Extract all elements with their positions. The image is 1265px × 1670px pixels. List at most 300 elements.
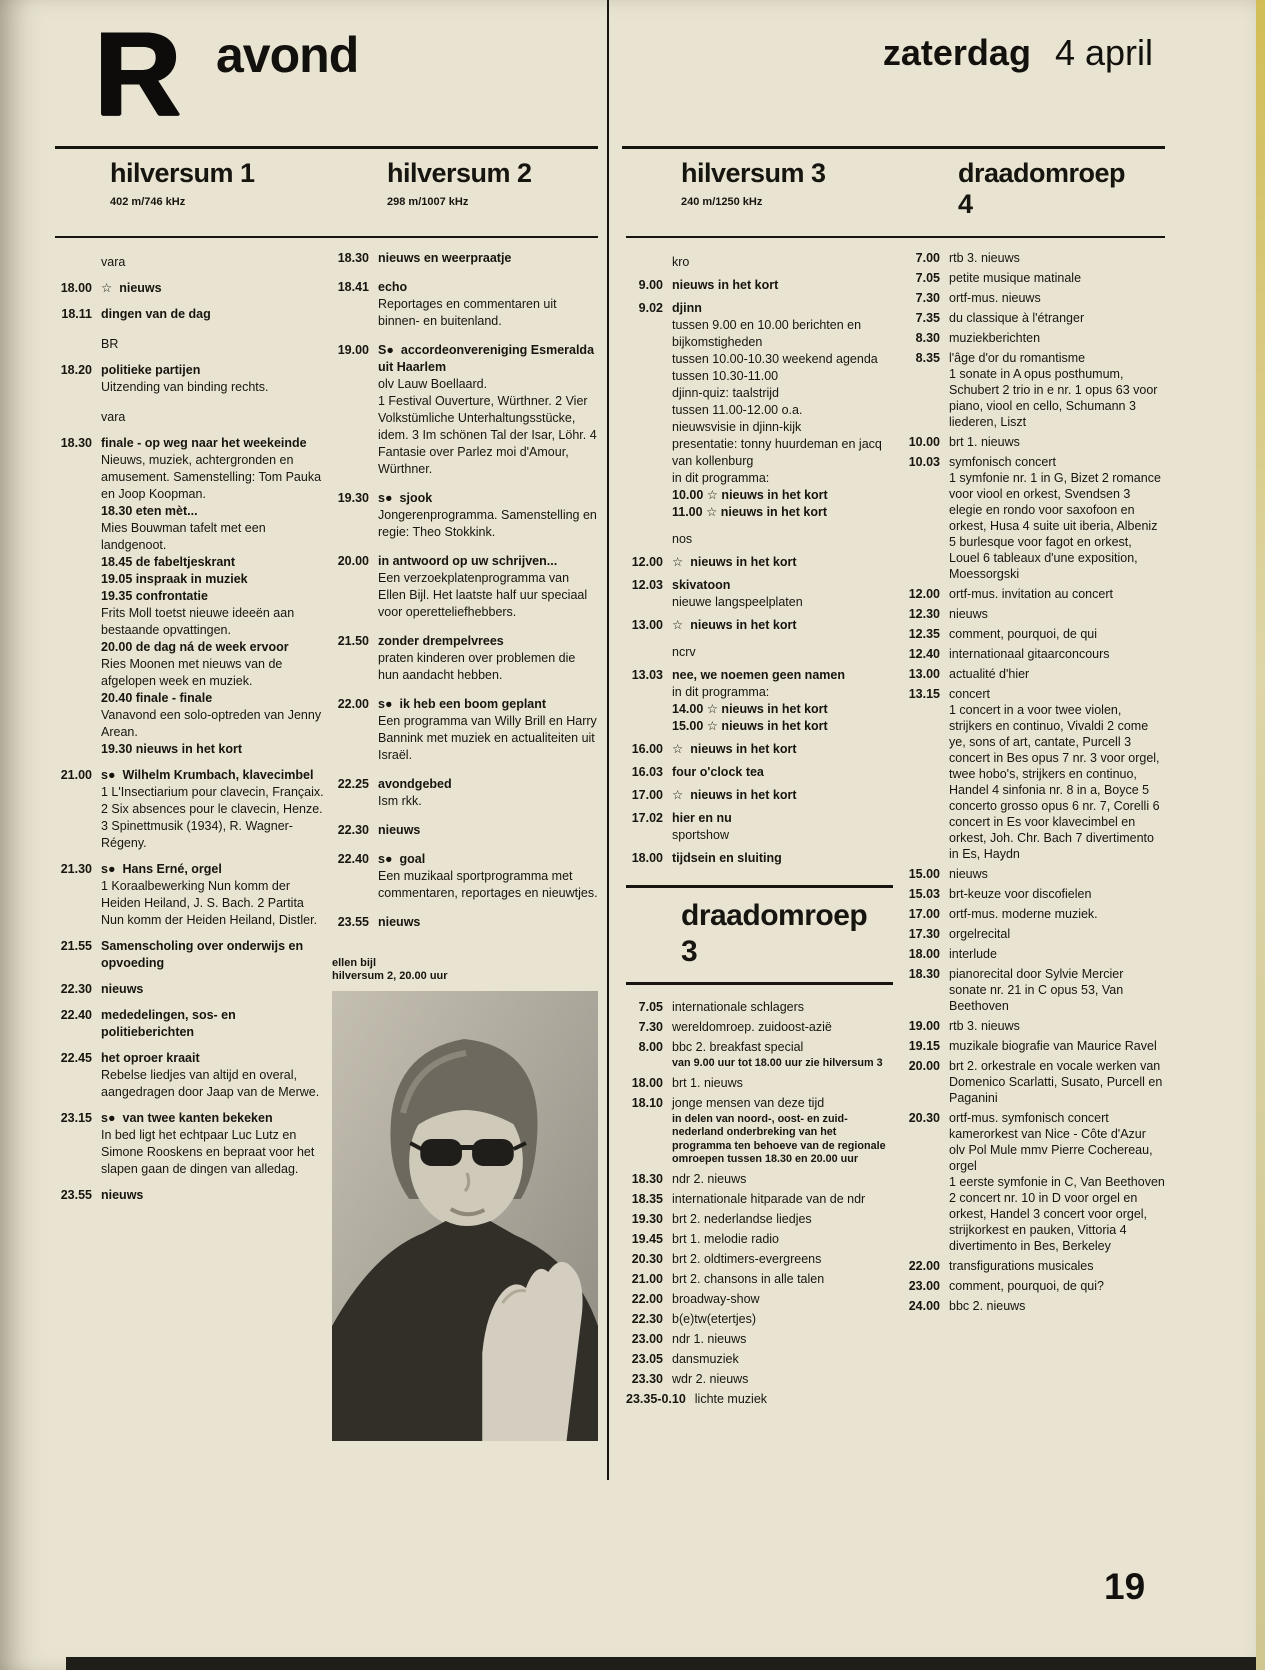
entry-time: 8.30 xyxy=(915,331,940,345)
entry-title: skivatoon xyxy=(672,578,731,592)
date-label: 4 april xyxy=(1054,32,1153,73)
program-entry xyxy=(903,434,1165,450)
entry-time: 18.41 xyxy=(337,280,369,294)
entry-body xyxy=(101,1050,327,1101)
entry-body xyxy=(378,633,598,684)
program-entry xyxy=(626,1075,893,1091)
program-entry xyxy=(55,861,327,929)
program-entry xyxy=(626,1371,893,1387)
entry-body xyxy=(101,332,327,353)
entry-text: in dit programma: xyxy=(672,685,770,699)
column-hilversum-3 xyxy=(626,152,893,1647)
program-entry xyxy=(55,435,327,758)
program-entry xyxy=(332,342,598,478)
entry-body xyxy=(672,640,893,661)
entry-time: 21.30 xyxy=(60,862,92,876)
program-entry xyxy=(626,1391,893,1407)
entry-title: hier en nu xyxy=(672,811,732,825)
entry-title: four o'clock tea xyxy=(672,765,764,779)
entry-title: nieuws xyxy=(949,607,988,621)
entry-time: 10.03 xyxy=(908,455,940,469)
entry-time: 7.30 xyxy=(915,291,940,305)
entry-time xyxy=(626,250,672,271)
entry-time: 22.00 xyxy=(631,1291,663,1306)
stereo-marker-icon: s● xyxy=(101,862,116,876)
program-entry xyxy=(55,1050,327,1101)
entry-time: 10.00 xyxy=(908,435,940,449)
station-name: hilversum 3 xyxy=(681,158,826,188)
entry-text: nieuwsvisie in djinn-kijk xyxy=(672,420,802,434)
entry-text: Reportages en commentaren uit binnen- en buitenland. xyxy=(378,297,557,328)
entry-body xyxy=(672,810,893,844)
entry-title: symfonisch concert xyxy=(949,455,1056,469)
entry-text: praten kinderen over problemen die hun aandacht hebben. xyxy=(378,651,576,682)
entry-body xyxy=(949,606,1165,622)
program-entry xyxy=(626,1019,893,1035)
date-header xyxy=(883,32,1153,74)
entry-body xyxy=(672,577,893,611)
entry-text: 14.00 ☆ nieuws in het kort xyxy=(672,702,828,716)
entry-body xyxy=(949,250,1165,266)
entry-title: Samenscholing over onderwijs en opvoeding xyxy=(101,939,304,970)
program-entry xyxy=(903,290,1165,306)
entry-time: 22.45 xyxy=(60,1051,92,1065)
entry-title: brt 2. orkestrale en vocale werken van Domenico Scarlatti, Susato, Purcell en Paganini xyxy=(949,1059,1163,1105)
entry-text: nieuwe langspeelplaten xyxy=(672,595,803,609)
entry-title: bbc 2. nieuws xyxy=(949,1299,1026,1313)
entry-title: petite musique matinale xyxy=(949,271,1082,285)
entry-time: 21.00 xyxy=(60,768,92,782)
entry-time: 18.00 xyxy=(908,947,940,961)
entry-title: ndr 2. nieuws xyxy=(672,1171,747,1186)
entry-title: internationale hitparade van de ndr xyxy=(672,1191,866,1206)
program-entry xyxy=(903,626,1165,642)
entry-text: tussen 9.00 en 10.00 berichten en bijkomstigheden xyxy=(672,318,862,349)
entry-body xyxy=(949,1278,1165,1294)
entry-body xyxy=(672,1095,893,1167)
entry-text: 1 L'Insectiarium pour clavecin, Françaix. 2 Six absences pour le clavecin, Henze. 3 Spinettmusik (1934), R. Wagner-Régeny. xyxy=(101,785,324,850)
divider-rule-top xyxy=(626,885,893,888)
entry-body xyxy=(101,362,327,396)
entry-time: 22.30 xyxy=(60,982,92,996)
entry-text: 19.30 nieuws in het kort xyxy=(101,742,243,756)
entry-title: zonder drempelvrees xyxy=(378,634,504,648)
program-entry xyxy=(332,633,598,684)
entry-time: 19.45 xyxy=(631,1231,663,1246)
network-label: nos xyxy=(672,532,693,546)
program-entry xyxy=(626,741,893,758)
entry-body xyxy=(672,1291,893,1307)
program-entry xyxy=(55,362,327,396)
program-entry xyxy=(626,787,893,804)
entry-body xyxy=(949,270,1165,286)
network-label: ncrv xyxy=(672,645,696,659)
program-entry xyxy=(626,300,893,521)
entry-time: 20.30 xyxy=(631,1251,663,1266)
entry-body xyxy=(672,1231,893,1247)
program-section xyxy=(626,885,893,1407)
entry-text: in delen van noord-, oost- en zuid-nederland onderbreking van het programma ten behoeve van de regionale omroepen tussen 18.30 en 20.00 uur xyxy=(672,1112,886,1165)
entry-time: 23.30 xyxy=(631,1371,663,1386)
station-frequency: 402 m/746 kHz xyxy=(110,196,186,208)
page-section-title: avond xyxy=(216,27,359,83)
station-header xyxy=(681,152,893,250)
stereo-marker-icon: s● xyxy=(378,852,393,866)
station-header xyxy=(387,152,598,250)
entry-body xyxy=(378,914,598,931)
program-entry xyxy=(626,1231,893,1247)
entry-text: tussen 11.00-12.00 o.a. xyxy=(672,403,803,417)
entry-time: 19.00 xyxy=(337,343,369,357)
entry-time: 7.05 xyxy=(915,271,940,285)
entry-body xyxy=(672,787,893,804)
entry-body xyxy=(695,1391,893,1407)
entry-text: tussen 10.30-11.00 xyxy=(672,369,779,383)
entry-text: 20.00 de dag ná de week ervoor xyxy=(101,640,289,654)
entry-title: b(e)tw(etertjes) xyxy=(672,1311,757,1326)
entry-title: nieuws xyxy=(949,867,988,881)
entry-body xyxy=(378,279,598,330)
entry-title: dansmuziek xyxy=(672,1351,739,1366)
entry-time: 19.30 xyxy=(631,1211,663,1226)
entry-title: mededelingen, sos- en politieberichten xyxy=(101,1008,236,1039)
entry-text: olv Lauw Boellaard. xyxy=(378,377,488,391)
program-entry xyxy=(332,279,598,330)
entry-time: 18.30 xyxy=(631,1171,663,1186)
entry-time: 16.03 xyxy=(631,765,663,779)
entry-body xyxy=(949,1038,1165,1054)
entry-time: 18.11 xyxy=(61,307,92,321)
entry-body xyxy=(101,861,327,929)
program-entry xyxy=(903,1258,1165,1274)
entry-time: 18.30 xyxy=(60,436,92,450)
entry-text: 18.45 de fabeltjeskrant xyxy=(101,555,236,569)
entry-body xyxy=(101,938,327,972)
entry-time: 20.00 xyxy=(337,554,369,568)
entry-title: ortf-mus. invitation au concert xyxy=(949,587,1113,601)
entry-title: ☆ nieuws xyxy=(101,281,162,295)
star-icon: ☆ xyxy=(672,618,684,632)
program-entry xyxy=(903,1038,1165,1054)
entry-title: ortf-mus. nieuws xyxy=(949,291,1041,305)
column-hilversum-1 xyxy=(55,152,327,1647)
entry-body xyxy=(672,300,893,521)
entry-body xyxy=(101,250,327,271)
program-entry xyxy=(332,822,598,839)
entry-title: ☆ nieuws in het kort xyxy=(672,555,797,569)
entry-body xyxy=(672,667,893,735)
program-entry xyxy=(626,764,893,781)
entry-title: s● Wilhelm Krumbach, klavecimbel xyxy=(101,768,314,782)
entry-time: 12.00 xyxy=(908,587,940,601)
entry-body xyxy=(949,646,1165,662)
entry-time: 18.20 xyxy=(60,363,92,377)
entry-time: 18.00 xyxy=(631,1075,663,1090)
entry-time: 23.55 xyxy=(337,915,369,929)
program-entry xyxy=(903,1110,1165,1254)
program-entry xyxy=(626,617,893,634)
entry-title: comment, pourquoi, de qui? xyxy=(949,1279,1104,1293)
program-entry xyxy=(55,250,327,271)
program-entry xyxy=(626,850,893,867)
entry-time: 21.55 xyxy=(60,939,92,953)
weekday-label: zaterdag xyxy=(882,32,1031,73)
entry-time xyxy=(55,332,101,353)
program-entry xyxy=(332,250,598,267)
entry-body xyxy=(672,1311,893,1327)
entry-title: muziekberichten xyxy=(949,331,1041,345)
entry-text: Jongerenprogramma. Samenstelling en regie: Theo Stokkink. xyxy=(378,508,597,539)
column-divider-rule xyxy=(607,0,609,1480)
entry-text: Frits Moll toetst nieuwe ideeën aan bestaande opvattingen. xyxy=(101,606,295,637)
station-header xyxy=(110,152,327,250)
entry-title: avondgebed xyxy=(378,777,452,791)
program-entry xyxy=(903,866,1165,882)
entry-title: lichte muziek xyxy=(694,1391,768,1406)
entry-body xyxy=(672,1331,893,1347)
entry-text: tussen 10.00-10.30 weekend agenda xyxy=(672,352,878,366)
entry-title: rtb 3. nieuws xyxy=(949,251,1020,265)
entry-time: 9.00 xyxy=(638,278,663,292)
program-entry xyxy=(332,553,598,621)
program-section xyxy=(332,250,598,931)
stereo-marker-icon: s● xyxy=(378,697,393,711)
entry-time: 22.30 xyxy=(337,823,369,837)
entry-title: nieuws xyxy=(378,823,421,837)
station-name: draadomroep xyxy=(958,158,1126,188)
entry-body xyxy=(949,886,1165,902)
entry-body xyxy=(949,1110,1165,1254)
program-entry xyxy=(626,250,893,271)
entry-text: presentatie: tonny huurdeman en jacq van kollenburg xyxy=(672,437,882,468)
entry-body xyxy=(101,280,327,297)
entry-time: 12.30 xyxy=(908,607,940,621)
program-entry xyxy=(903,270,1165,286)
program-entry xyxy=(55,1007,327,1041)
entry-text: 20.40 finale - finale xyxy=(101,691,213,705)
program-entry xyxy=(903,250,1165,266)
entry-body xyxy=(949,686,1165,862)
entry-title: ortf-mus. symfonisch concert xyxy=(949,1111,1109,1125)
entry-time: 7.30 xyxy=(638,1020,663,1034)
entry-time: 18.35 xyxy=(631,1191,663,1206)
entry-body xyxy=(949,290,1165,306)
photo-caption-line: hilversum 2, 20.00 uur xyxy=(332,970,448,982)
entry-text: Nieuws, muziek, achtergronden en amusement. Samenstelling: Tom Pauka en Joop Koopman. xyxy=(101,453,322,501)
station-name: 4 xyxy=(958,189,973,219)
entry-title: brt 2. oldtimers-evergreens xyxy=(672,1251,822,1266)
entry-body xyxy=(672,1351,893,1367)
program-entry xyxy=(903,966,1165,1014)
program-entry xyxy=(55,1110,327,1178)
program-entry xyxy=(626,1271,893,1287)
entry-body xyxy=(672,741,893,758)
entry-body xyxy=(949,926,1165,942)
entry-body xyxy=(672,1371,893,1387)
entry-title: politieke partijen xyxy=(101,363,201,377)
section-title: draadomroep xyxy=(681,899,868,932)
program-entry xyxy=(626,554,893,571)
entry-body xyxy=(101,306,327,323)
entry-time: 7.00 xyxy=(915,251,940,265)
entry-body xyxy=(949,1258,1165,1274)
program-entry xyxy=(626,1251,893,1267)
program-entry xyxy=(903,946,1165,962)
entry-time: 23.55 xyxy=(60,1188,92,1202)
entry-time: 17.00 xyxy=(908,907,940,921)
program-entry xyxy=(626,1039,893,1071)
entry-title: brt-keuze voor discofielen xyxy=(949,887,1092,901)
entry-time: 15.03 xyxy=(908,887,940,901)
entry-time: 15.00 xyxy=(908,867,940,881)
entry-body xyxy=(672,617,893,634)
entry-time: 23.00 xyxy=(908,1279,940,1293)
entry-text: Mies Bouwman tafelt met een landgenoot. xyxy=(101,521,266,552)
station-header xyxy=(958,152,1165,250)
entry-title: transfigurations musicales xyxy=(949,1259,1094,1273)
program-entry xyxy=(626,640,893,661)
entry-text: In bed ligt het echtpaar Luc Lutz en Simone Rooskens en bepraat voor het slapen gaan de dingen van alledag. xyxy=(101,1128,315,1176)
entry-title: s● ik heb een boom geplant xyxy=(378,697,547,711)
stereo-marker-icon: s● xyxy=(101,768,116,782)
program-section xyxy=(626,250,893,867)
program-entry xyxy=(903,886,1165,902)
program-entry xyxy=(55,938,327,972)
entry-title: echo xyxy=(378,280,408,294)
program-entry xyxy=(903,1298,1165,1314)
entry-body xyxy=(378,851,598,902)
entry-text: 15.00 ☆ nieuws in het kort xyxy=(672,719,828,733)
entry-title: nieuws in het kort xyxy=(672,278,779,292)
entry-body xyxy=(672,999,893,1015)
entry-text: 18.30 eten mèt... xyxy=(101,504,198,518)
program-entry xyxy=(626,1191,893,1207)
entry-title: ☆ nieuws in het kort xyxy=(672,742,797,756)
entry-text: djinn-quiz: taalstrijd xyxy=(672,386,779,400)
entry-text: Uitzending van binding rechts. xyxy=(101,380,269,394)
entry-body xyxy=(949,1058,1165,1106)
entry-title: brt 2. chansons in alle talen xyxy=(672,1271,825,1286)
entry-title: S● accordeonvereniging Esmeralda uit Haarlem xyxy=(378,343,595,374)
entry-title: s● Hans Erné, orgel xyxy=(101,862,222,876)
entry-time: 22.40 xyxy=(60,1008,92,1022)
star-icon: ☆ xyxy=(672,555,684,569)
entry-title: s● goal xyxy=(378,852,426,866)
entry-body xyxy=(378,696,598,764)
program-entry xyxy=(332,851,598,902)
entry-text: Een verzoekplatenprogramma van Ellen Bijl. Het laatste half uur speciaal voor operetteliefhebbers. xyxy=(378,571,588,619)
program-entry xyxy=(626,667,893,735)
entry-time: 24.00 xyxy=(908,1299,940,1313)
section-divider xyxy=(626,885,893,985)
entry-title: wereldomroep. zuidoost-azië xyxy=(672,1020,832,1034)
program-entry xyxy=(55,405,327,426)
entry-title: nee, we noemen geen namen xyxy=(672,668,845,682)
entry-body xyxy=(101,767,327,852)
entry-time: 22.25 xyxy=(337,777,369,791)
program-entry xyxy=(332,490,598,541)
program-entry xyxy=(55,1187,327,1204)
entry-time: 23.15 xyxy=(60,1111,92,1125)
entry-title: ortf-mus. moderne muziek. xyxy=(949,907,1098,921)
entry-title: orgelrecital xyxy=(949,927,1011,941)
entry-text: 1 concert in a voor twee violen, strijkers en continuo, Vivaldi 2 come ye, sons of art, cantate, Purcell 3 concert in Bes opus 7 nr. 3 voor orgel, twee hobo's, strijkers en continuo, Handel 4 sinfonia nr. 8 in a, Boyce 5 concerto grosso opus 6 nr. 7, Corelli 6 concert in Es voor klavecimbel en orkest, Joh. Chr. Bach 7 divertimento in Es, Haydn xyxy=(949,703,1160,861)
entry-body xyxy=(378,250,598,267)
entry-body xyxy=(672,554,893,571)
entry-body xyxy=(949,626,1165,642)
entry-body xyxy=(101,1007,327,1041)
entry-body xyxy=(101,981,327,998)
program-entry xyxy=(332,776,598,810)
entry-time: 22.00 xyxy=(337,697,369,711)
entry-title: comment, pourquoi, de qui xyxy=(949,627,1098,641)
column-hilversum-2 xyxy=(332,152,598,1647)
entry-body xyxy=(378,490,598,541)
program-entry xyxy=(626,1331,893,1347)
entry-body xyxy=(949,330,1165,346)
entry-body xyxy=(672,277,893,294)
program-entry xyxy=(626,1291,893,1307)
entry-title: concert xyxy=(949,687,990,701)
program-entry xyxy=(903,926,1165,942)
entry-title: s● van twee kanten bekeken xyxy=(101,1111,273,1125)
entry-time xyxy=(55,250,101,271)
entry-title: nieuws xyxy=(101,1188,144,1202)
entry-time: 17.02 xyxy=(631,811,663,825)
entry-body xyxy=(101,1110,327,1178)
entry-time: 21.00 xyxy=(631,1271,663,1286)
entry-time: 17.00 xyxy=(631,788,663,802)
entry-text: 1 symfonie nr. 1 in G, Bizet 2 romance voor viool en orkest, Svendsen 3 elegie en rondo voor saxofoon en orkest, Husa 4 suite uit iberia, Albeniz 5 burlesque voor fagot en orkest, Louel 6 tableaux d'une exposition, Moessorgski xyxy=(949,471,1161,581)
entry-time: 23.00 xyxy=(631,1331,663,1346)
entry-time: 19.15 xyxy=(908,1039,940,1053)
entry-body xyxy=(949,966,1165,1014)
entry-time: 16.00 xyxy=(631,742,663,756)
entry-body xyxy=(672,527,893,548)
entry-body xyxy=(101,435,327,758)
entry-body xyxy=(672,1251,893,1267)
entry-title: bbc 2. breakfast special xyxy=(672,1040,804,1054)
entry-time: 7.35 xyxy=(915,311,940,325)
entry-time: 18.00 xyxy=(631,851,663,865)
entry-text: sonate nr. 21 in C opus 53, Van Beethoven xyxy=(949,983,1124,1013)
entry-time: 13.15 xyxy=(908,687,940,701)
divider-rule-bottom xyxy=(626,982,893,985)
entry-title: rtb 3. nieuws xyxy=(949,1019,1020,1033)
entry-time: 17.30 xyxy=(908,927,940,941)
entry-time: 22.30 xyxy=(631,1311,663,1326)
entry-title: muzikale biografie van Maurice Ravel xyxy=(949,1039,1157,1053)
entry-title: brt 1. melodie radio xyxy=(672,1231,780,1246)
entry-title: dingen van de dag xyxy=(101,307,211,321)
photo-ellen-bijl xyxy=(332,991,598,1441)
program-entry xyxy=(626,277,893,294)
entry-time: 13.00 xyxy=(908,667,940,681)
entry-time: 21.50 xyxy=(337,634,369,648)
entry-body xyxy=(378,776,598,810)
entry-text: sportshow xyxy=(672,828,729,842)
program-entry xyxy=(903,686,1165,862)
program-entry xyxy=(626,1171,893,1187)
program-entry xyxy=(626,1311,893,1327)
entry-body xyxy=(949,310,1165,326)
entry-title: in antwoord op uw schrijven... xyxy=(378,554,558,568)
entry-body xyxy=(101,1187,327,1204)
program-entry xyxy=(332,914,598,931)
entry-title: internationale schlagers xyxy=(672,1000,805,1014)
entry-time: 20.00 xyxy=(908,1059,940,1073)
station-frequency: 298 m/1007 kHz xyxy=(387,196,469,208)
